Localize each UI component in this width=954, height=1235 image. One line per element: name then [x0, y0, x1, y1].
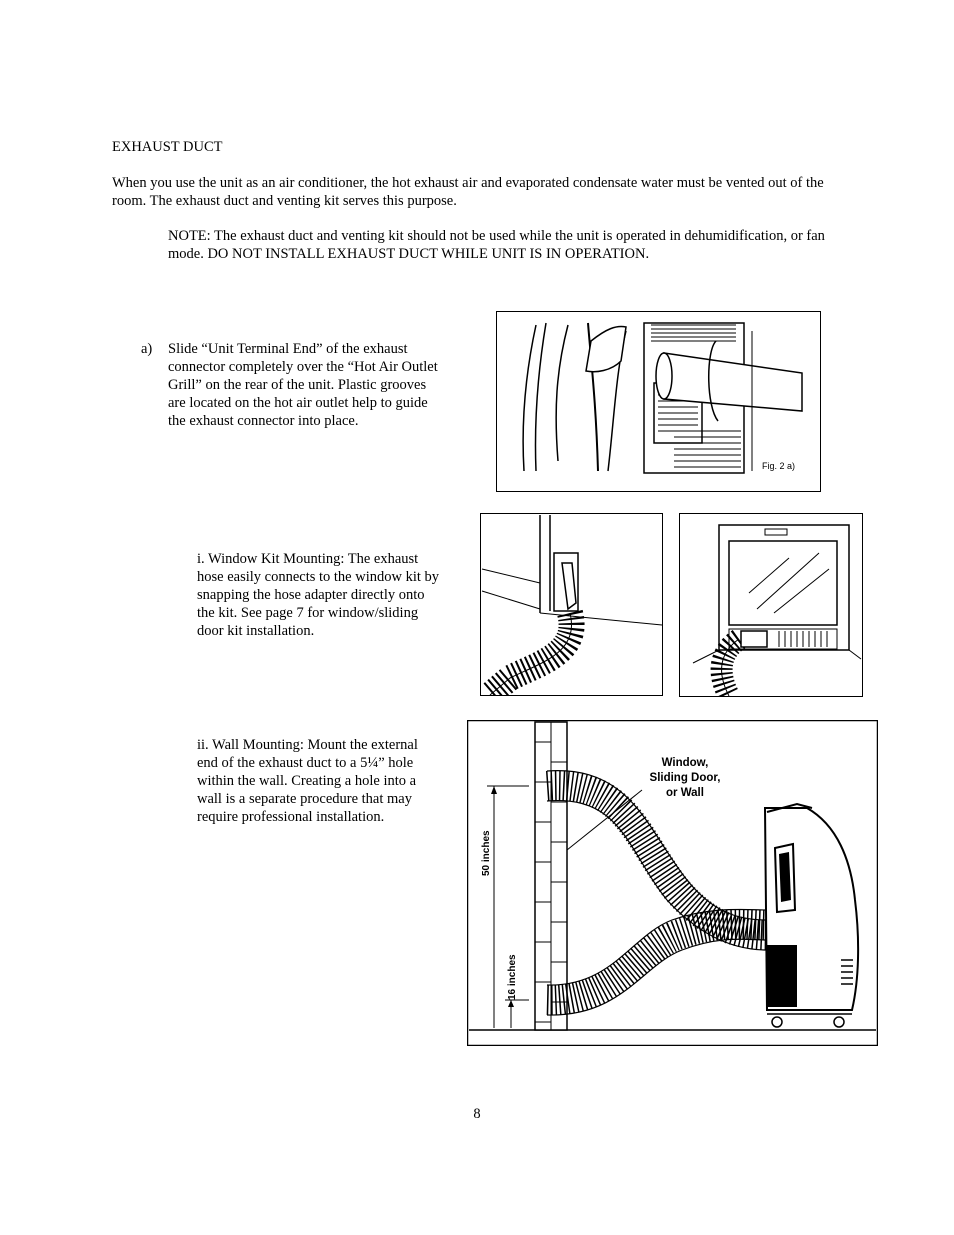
figure-wall-mounting	[467, 720, 878, 1046]
page-number: 8	[473, 1106, 481, 1122]
step-a-text: Slide “Unit Terminal End” of the exhaust connector completely over the “Hot Air Outlet Grill” on the rear of the unit. Plastic grooves are located on the hot air outlet help to guide the exhaust connector into place.	[168, 341, 438, 429]
wall-label-line1: Window,	[661, 757, 709, 769]
figure-hot-air-outlet	[496, 311, 821, 492]
dimension-16-inches: 16 inches	[507, 954, 518, 1000]
wall-mounting-illustration	[467, 720, 878, 1046]
hose-adapter-illustration	[480, 513, 663, 696]
section-title: EXHAUST DUCT	[112, 139, 223, 155]
intro-paragraph: When you use the unit as an air conditioner, the hot exhaust air and evaporated condensate water must be vented out of the room. The exhaust duct and venting kit serves this purpose.	[112, 175, 824, 209]
window-kit-illustration	[679, 513, 863, 697]
figure-window-kit	[679, 513, 863, 697]
step-window-kit: i. Window Kit Mounting: The exhaust hose easily connects to the window kit by snapping the hose adapter directly onto the kit. See page 7 for window/sliding door kit installation.	[197, 551, 440, 639]
step-wall-mounting: ii. Wall Mounting: Mount the external end of the exhaust duct to a 5¼” hole within the wall. Creating a hole into a wall is a separate procedure that may require professional installation.	[197, 737, 418, 825]
step-a-marker: a)	[141, 341, 153, 357]
note-paragraph: NOTE: The exhaust duct and venting kit should not be used while the unit is operated in dehumidification, or fan mode. DO NOT INSTALL EXHAUST DUCT WHILE UNIT IS IN OPERATION.	[168, 228, 825, 262]
dimension-50-inches: 50 inches	[481, 830, 492, 876]
wall-label-line2: Sliding Door,	[649, 772, 721, 784]
hot-air-outlet-illustration	[496, 311, 821, 492]
wall-label-line3: or Wall	[666, 787, 704, 799]
figure-hose-adapter	[480, 513, 663, 696]
figure-caption: Fig. 2 a)	[762, 461, 796, 471]
